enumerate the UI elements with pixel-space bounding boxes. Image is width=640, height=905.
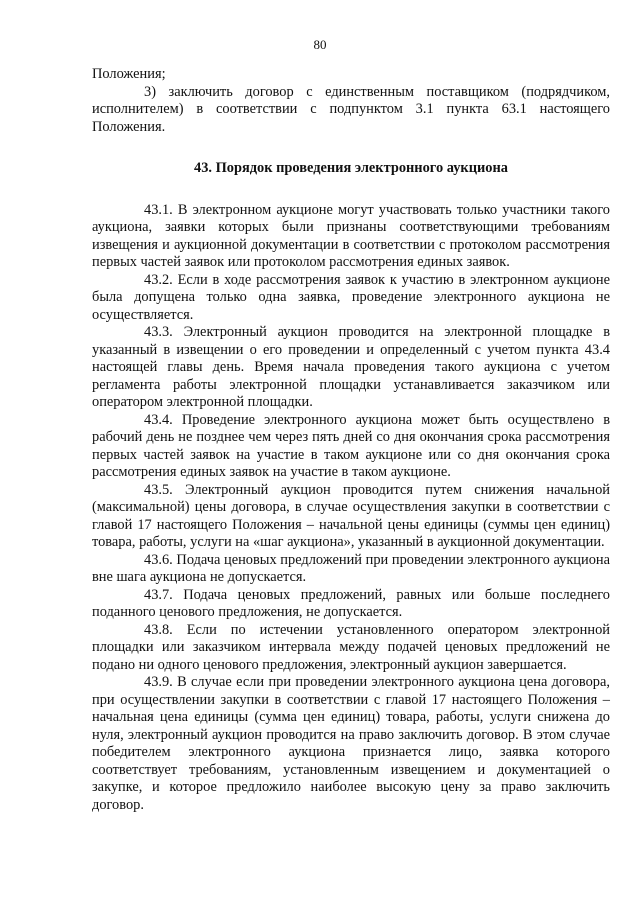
paragraph-43-5: 43.5. Электронный аукцион проводится путем снижения начальной (максимальной) цены договора, в случае осуществления закупки в соответствии с главой 17 настоящего Положения – начальной цены единицы (суммы цен единиц) товара, работы, услуги на «шаг аукциона», указанный в аукционной документации. [92,481,610,550]
paragraph-continuation: Положения; [92,66,166,82]
paragraph-43-4: 43.4. Проведение электронного аукциона может быть осуществлено в рабочий день не позднее чем через пять дней со дня окончания срока рассмотрения первых частей заявок на участие в таком аукционе или со дня окончания срока рассмотрения единых заявок на участие в таком аукционе. [92,411,610,480]
paragraph-43-7: 43.7. Подача ценовых предложений, равных или больше последнего поданного ценового предложения, не допускается. [92,586,610,620]
paragraph-43-6: 43.6. Подача ценовых предложений при проведении электронного аукциона вне шага аукциона не допускается. [92,551,610,585]
paragraph-43-1: 43.1. В электронном аукционе могут участвовать только участники такого аукциона, заявки которых были признаны соответствующими требованиям извещения и аукционной документации в соответствии с протоколом рассмотрения первых частей заявок или протоколом рассмотрения единых заявок. [92,201,610,270]
section-title: 43. Порядок проведения электронного аукциона [194,160,508,176]
paragraph-43-8: 43.8. Если по истечении установленного оператором электронной площадки или заказчиком интервала между подачей ценовых предложений не подано ни одного ценового предложения, электронный аукцион завершается. [92,621,610,673]
paragraph-item-3: 3) заключить договор с единственным поставщиком (подрядчиком, исполнителем) в соответствии с подпунктом 3.1 пункта 63.1 настоящего Положения. [92,83,610,135]
document-body [92,66,610,814]
page-number: 80 [313,37,327,52]
paragraph-43-3: 43.3. Электронный аукцион проводится на электронной площадке в указанный в извещении о его проведении и определенный с учетом пункта 43.4 настоящей главы день. Время начала проведения такого аукциона с учетом регламента работы электронной площадки устанавливается заказчиком или оператором электронной площадки. [92,324,610,410]
paragraph-43-9: 43.9. В случае если при проведении электронного аукциона цена договора, при осуществлении закупки в соответствии с главой 17 настоящего Положения – начальная цена единицы (сумма цен единиц) товара, работы, услуги снижена до нуля, электронный аукцион проводится на право заключить договор. В этом случае победителем электронного аукциона признается лицо, заявка которого соответствует требованиям, установленным извещением и документацией о закупке, и которое предложило наиболее высокую цену за право заключить договор. [92,674,610,813]
paragraph-43-2: 43.2. Если в ходе рассмотрения заявок к участию в электронном аукционе была допущена только одна заявка, проведение электронного аукциона не осуществляется. [92,271,610,323]
